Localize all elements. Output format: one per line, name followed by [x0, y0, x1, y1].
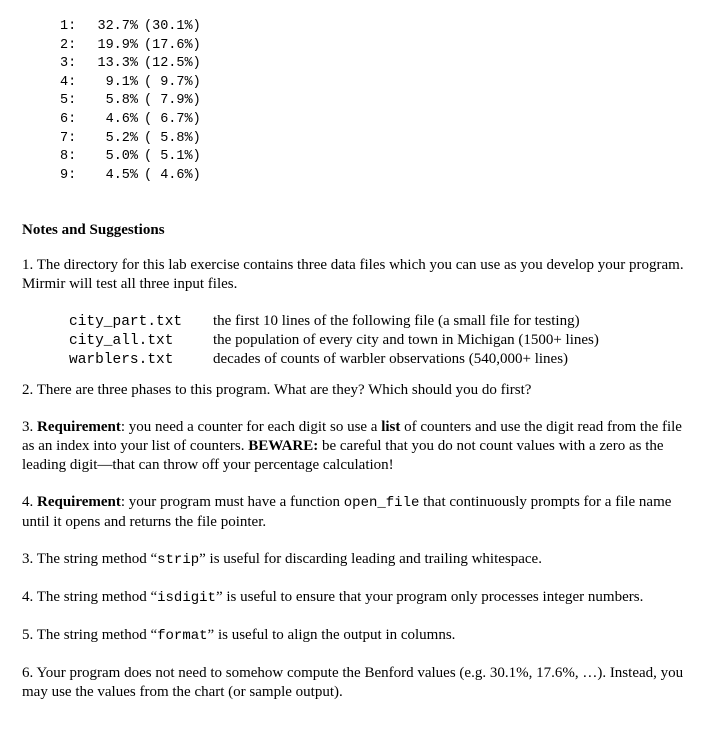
observed-percent: 19.9% — [97, 37, 138, 53]
method-name: strip — [157, 552, 200, 568]
observed-percent: 13.3% — [97, 56, 138, 72]
method-name: isdigit — [157, 590, 216, 606]
file-name: warblers.txt — [69, 352, 174, 368]
benford-percent: (17.6%) — [144, 37, 201, 53]
observed-percent: 9.1% — [105, 74, 138, 90]
note-4-requirement: 4. Requirement: your program must have a function open_file that continuously prompts for a file name until it opens and returns the file pointer. — [22, 494, 672, 530]
notes-section — [22, 221, 694, 702]
output-row-8 — [60, 148, 201, 167]
observed-percent: 4.6% — [105, 111, 138, 127]
output-row-1 — [60, 18, 201, 37]
note-number: 4. — [22, 494, 37, 510]
observed-percent: 5.2% — [105, 130, 138, 146]
requirement-label: Requirement — [37, 494, 121, 510]
benford-percent: ( 6.7%) — [144, 111, 201, 127]
benford-percent: ( 7.9%) — [144, 93, 201, 109]
note-strip: 3. The string method “strip” is useful for discarding leading and trailing whitespace. — [22, 551, 542, 568]
digit-label: 6: — [60, 111, 77, 127]
file-row — [69, 312, 694, 331]
digit-label: 2: — [60, 37, 77, 53]
file-name: city_all.txt — [69, 333, 174, 349]
output-row-6 — [60, 111, 201, 130]
note-format: 5. The string method “format” is useful to align the output in columns. — [22, 627, 456, 644]
sample-output — [60, 18, 201, 185]
digit-label: 8: — [60, 149, 77, 165]
benford-percent: ( 5.8%) — [144, 130, 201, 146]
digit-label: 4: — [60, 74, 77, 90]
notes-heading: Notes and Suggestions — [22, 222, 165, 238]
observed-percent: 32.7% — [97, 19, 138, 34]
benford-percent: (30.1%) — [144, 19, 201, 34]
benford-percent: ( 4.6%) — [144, 167, 201, 183]
note-1: 1. The directory for this lab exercise contains three data files which you can use as you develop your program. Mirmir will test all three input files. — [22, 257, 684, 292]
list-term: list — [381, 419, 401, 435]
method-name: format — [157, 628, 208, 644]
file-name: city_part.txt — [69, 314, 183, 330]
note-3-requirement: 3. Requirement: you need a counter for each digit so use a list of counters and use the digit read from the file as an index into your list of counters. BEWARE: be careful that you do not count values with a zero as the leading digit—that can throw off your percentage calculation! — [22, 419, 682, 473]
output-row-2 — [60, 37, 201, 56]
output-row-3 — [60, 55, 201, 74]
benford-percent: ( 9.7%) — [144, 74, 201, 90]
benford-percent: ( 5.1%) — [144, 149, 201, 165]
digit-label: 9: — [60, 167, 77, 183]
observed-percent: 5.8% — [105, 93, 138, 109]
note-isdigit: 4. The string method “isdigit” is useful to ensure that your program only processes integer numbers. — [22, 589, 644, 606]
output-row-7 — [60, 130, 201, 149]
digit-label: 7: — [60, 130, 77, 146]
file-row — [69, 331, 694, 350]
file-description: the first 10 lines of the following file (a small file for testing) — [213, 313, 580, 329]
data-file-list — [69, 312, 694, 369]
benford-percent: (12.5%) — [144, 56, 201, 72]
output-row-5 — [60, 92, 201, 111]
digit-label: 1: — [60, 19, 77, 34]
requirement-label: Requirement — [37, 419, 121, 435]
digit-label: 3: — [60, 56, 77, 72]
function-name: open_file — [343, 495, 420, 511]
note-2: 2. There are three phases to this program. What are they? Which should you do first? — [22, 382, 532, 398]
digit-label: 5: — [60, 93, 77, 109]
note-number: 3. — [22, 419, 37, 435]
beware-label: BEWARE: — [248, 438, 319, 454]
file-description: the population of every city and town in Michigan (1500+ lines) — [213, 332, 599, 348]
observed-percent: 4.5% — [105, 167, 138, 183]
file-row — [69, 350, 694, 369]
file-description: decades of counts of warbler observations (540,000+ lines) — [213, 351, 569, 367]
output-row-9 — [60, 167, 201, 186]
output-row-4 — [60, 74, 201, 93]
observed-percent: 5.0% — [105, 149, 138, 165]
note-6: 6. Your program does not need to somehow compute the Benford values (e.g. 30.1%, 17.6%, …). Instead, you may use the values from the chart (or sample output). — [22, 665, 684, 700]
